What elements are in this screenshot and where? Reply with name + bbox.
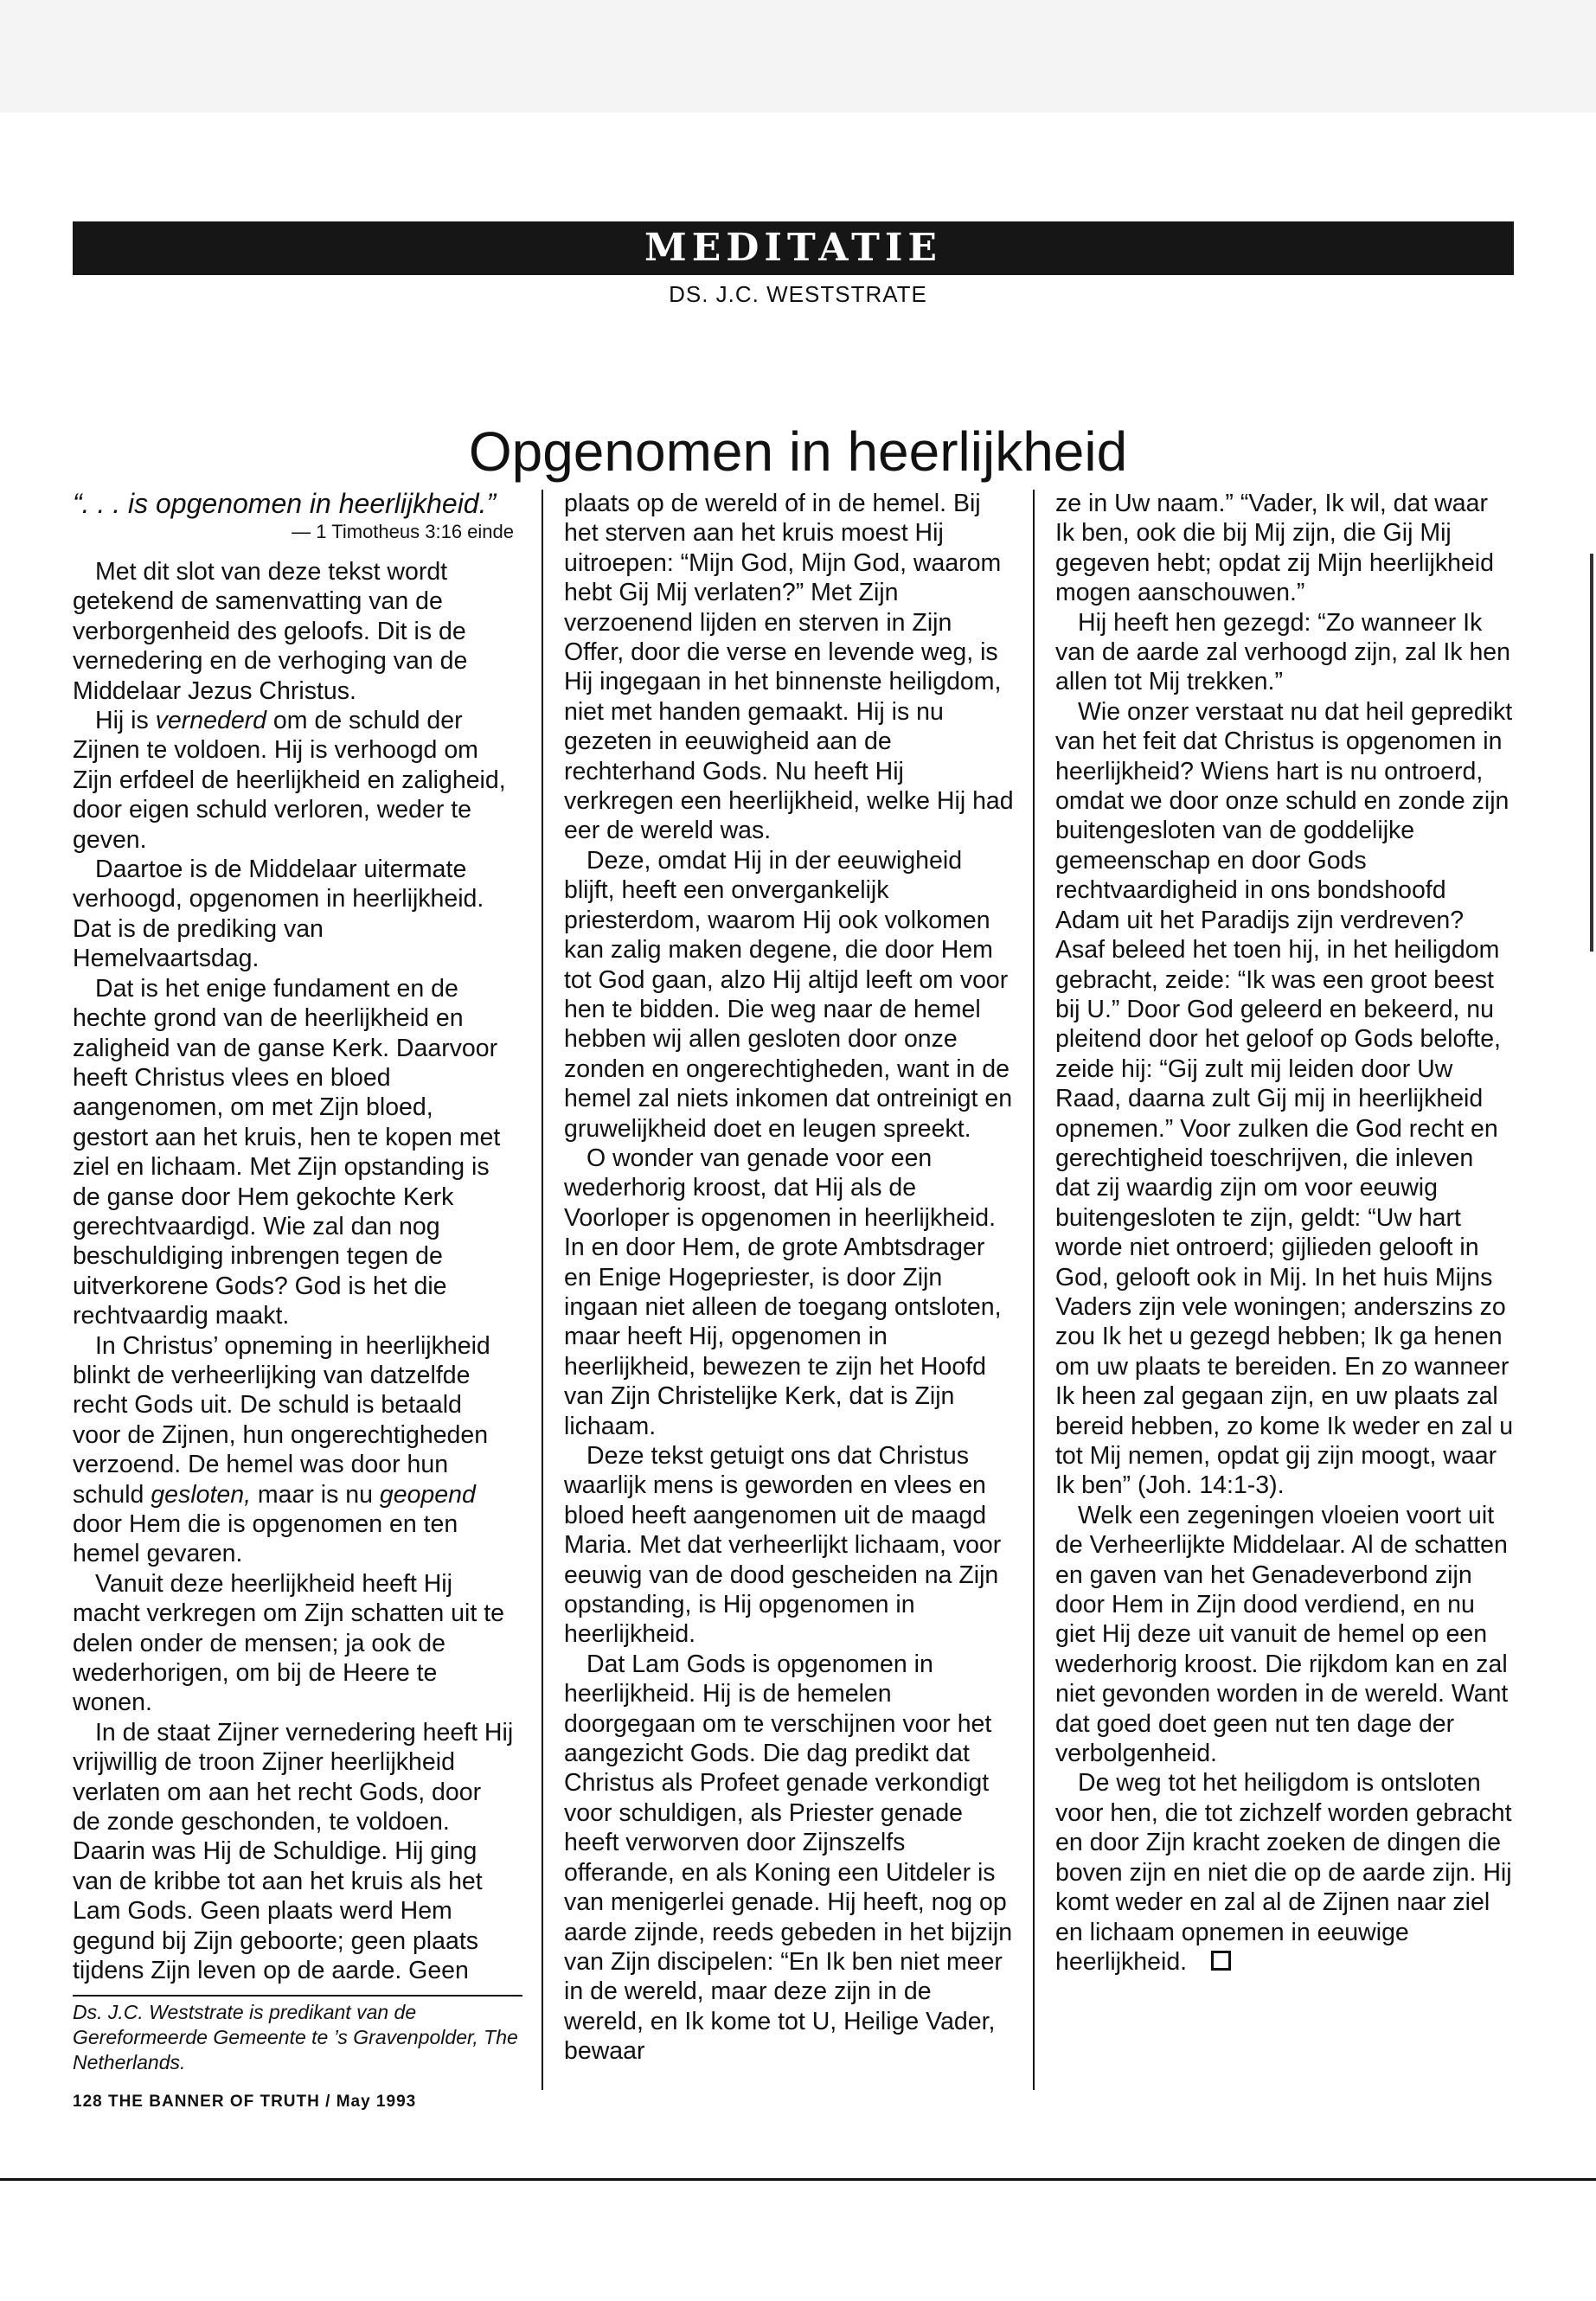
- author-line: DS. J.C. WESTSTRATE: [669, 281, 927, 307]
- article-title: Opgenomen in heerlijkheid: [468, 420, 1128, 483]
- paragraph: Met dit slot van deze tekst wordt getekend de samenvatting van de verborgenheid des geloofs. Dit is de vernedering en de verhoging van de Middelaar Jezus Christus.: [73, 558, 468, 705]
- paragraph: [73, 706, 514, 855]
- paragraph: Dat is het enige fundament en de hechte grond van de heerlijkheid en zaligheid van de ganse Kerk. Daarvoor heeft Christus vlees en bloed aangenomen, om met Zijn bloed, gestort aan het kruis, hen te kopen met ziel en lichaam. Met Zijn opstanding is de ganse door Hem gekochte Kerk gerechtvaardigd. Wie zal dan nog beschuldiging inbrengen tegen de uitverkorene Gods? God is het die rechtvaardig maakt.: [73, 974, 501, 1330]
- text-run: om de schuld der Zijnen te voldoen. Hij is verhoogd om Zijn erfdeel de heerlijkheid en zaligheid, door eigen schuld verloren, weder te geven.: [73, 707, 506, 854]
- paragraph-part: ze in Uw naam.” “Vader, Ik wil, dat waar Ik ben, ook die bij Mij zijn, die Gij Mij gegeven hebt; opdat zij Mijn heerlijkheid mogen aanschouwen.”: [1055, 490, 1494, 607]
- emphasis: vernederd: [155, 707, 267, 735]
- column-3: [1055, 489, 1514, 1977]
- paragraph: Hij heeft hen gezegd: “Zo wanneer Ik van de aarde zal verhoogd zijn, zal Ik hen allen tot Mij trekken.”: [1055, 608, 1510, 696]
- scan-edge-mark: [1590, 554, 1593, 952]
- paragraph: Wie onzer verstaat nu dat heil gepredikt van het feit dat Christus is opgenomen in heerlijkheid? Wiens hart is nu ontroerd, omdat we door onze schuld en zonde zijn buitengesloten van de goddelijke gemeenschap en door Gods rechtvaardigheid in ons bondshoofd Adam uit het Paradijs zijn verdreven? Asaf beleed het toen hij, in het heiligdom gebracht, zeide: “Ik was een groot beest bij U.” Door God geleerd en bekeerd, nu pleitend door het geloof op Gods belofte, zeide hij: “Gij zult mij leiden door Uw Raad, daarna zult Gij mij in heerlijkheid opnemen.” Voor zulken die God recht en gerechtigheid toeschrijven, die inleven dat zij waardig zijn om voor eeuwig buitengesloten te zijn, geldt: “Uw hart worde niet ontroerd; gijlieden gelooft in God, gelooft ook in Mij. In het huis Mijns Vaders zijn vele woningen; anderszins zo zou Ik het u gezegd hebben; Ik ga henen om uw plaats te bereiden. En zo wanneer Ik heen zal gegaan zijn, en uw plaats zal bereid hebben, zo kome Ik weder en zal u tot Mij nemen, opdat gij zijn moogt, waar Ik ben” (Joh. 14:1-3).: [1055, 697, 1514, 1500]
- column-1: [73, 488, 514, 1986]
- text-run: In Christus’ opneming in heerlijkheid blinkt de verheerlijking van datzelfde recht Gods uit. De schuld is betaald voor de Zijnen, hun ongerechtigheden verzoend. De hemel was door hun schuld: [73, 1331, 490, 1509]
- author-footnote: Ds. J.C. Weststrate is predikant van de Gereformeerde Gemeente te ’s Gravenpolder, The Netherlands.: [73, 2001, 518, 2073]
- text-run: maar is nu: [250, 1480, 380, 1509]
- emphasis: gesloten,: [151, 1480, 251, 1509]
- epigraph-source: — 1 Timotheus 3:16 einde: [292, 521, 514, 542]
- paragraph: O wonder van genade voor een wederhorig kroost, dat Hij als de Voorloper is opgenomen in heerlijkheid. In en door Hem, de grote Ambtsdrager en Enige Hogepriester, is door Zijn ingaan niet alleen de toegang ontsloten, maar heeft Hij, opgenomen in heerlijkheid, bewezen te zijn het Hoofd van Zijn Christelijke Kerk, dat is Zijn lichaam.: [564, 1144, 1002, 1440]
- paragraph: Deze tekst getuigt ons dat Christus waarlijk mens is geworden en vlees en bloed heeft aangenomen uit de maagd Maria. Met dat verheerlijkt lichaam, voor eeuwig van de dood gescheiden na Zijn opstanding, is Hij opgenomen in heerlijkheid.: [564, 1442, 1002, 1649]
- paragraph: Vanuit deze heerlijkheid heeft Hij macht verkregen om Zijn schatten uit te delen onder de mensen; ja ook de wederhorigen, om bij de Heere te wonen.: [73, 1569, 504, 1717]
- paragraph: Daartoe is de Middelaar uitermate verhoogd, opgenomen in heerlijkheid. Dat is de prediking van Hemelvaartsdag.: [73, 856, 484, 973]
- paragraph: Welk een zegeningen vloeien voort uit de Verheerlijkte Middelaar. Al de schatten en gaven van het Genadeverbond zijn door Hem in Zijn dood verdiend, en nu giet Hij deze uit vanuit de hemel op een wederhorig kroost. Die rijkdom kan en zal niet gevonden worden in de wereld. Want dat goed doet geen nut ten dage der verbolgenheid.: [1055, 1501, 1509, 1768]
- emphasis: geopend: [379, 1480, 476, 1509]
- footnote-rule: [73, 1995, 522, 1997]
- paragraph: [1055, 1768, 1514, 1977]
- text-run: Hij is: [95, 707, 156, 735]
- paragraph-part: plaats op de wereld of in de hemel. Bij het sterven aan het kruis moest Hij uitroepen: “Mijn God, Mijn God, waarom hebt Gij Mij verlaten?” Met Zijn verzoenend lijden en sterven in Zijn Offer, door die verse en levende weg, is Hij ingegaan in het binnenste heiligdom, niet met handen gemaakt. Hij is nu gezeten in eeuwigheid aan de rechterhand Gods. Nu heeft Hij verkregen een heerlijkheid, welke Hij had eer de wereld was.: [564, 490, 1014, 845]
- column-divider-2: [1033, 490, 1035, 2090]
- epigraph-quote: “. . . is opgenomen in heerlijkheid.”: [73, 488, 497, 519]
- paragraph-part: Dat Lam Gods is opgenomen in heerlijkheid. Hij is de hemelen doorgegaan om te verschijnen voor het aangezicht Gods. Die dag predikt dat Christus als Profeet genade verkondigt voor schuldigen, als Priester genade heeft verworven door Zijnszelfs offerande, en als Koning een Uitdeler is van menigerlei genade. Hij heeft, nog op aarde zijnde, reeds gebeden in het bijzijn van Zijn discipelen: “En Ik ben niet meer in de wereld, maar deze zijn in de wereld, en Ik kome tot U, Heilige Vader, bewaar: [564, 1650, 1013, 2066]
- paragraph: Deze, omdat Hij in der eeuwigheid blijft, heeft een onvergankelijk priesterdom, waarom Hij ook volkomen kan zalig maken degene, die door Hem tot God gaan, alzo Hij altijd leeft om voor hen te bidden. Die weg naar de hemel hebben wij allen gesloten door onze zonden en ongerechtigheden, want in de hemel zal niets inkomen dat ontreinigt en gruwelijkheid doet en leugen spreekt.: [564, 846, 1013, 1143]
- scan-top-band: [0, 0, 1596, 112]
- column-divider-1: [542, 490, 543, 2090]
- paragraph-part: In de staat Zijner vernedering heeft Hij vrijwillig de troon Zijner heerlijkheid verlaten om aan het recht Gods, door de zonde geschonden, te voldoen. Daarin was Hij de Schuldige. Hij ging van de kribbe tot aan het kruis als het Lam Gods. Geen plaats werd Hem gegund bij Zijn geboorte; geen plaats tijdens Zijn leven op de aarde. Geen: [73, 1718, 514, 1985]
- page-footer: 128 THE BANNER OF TRUTH / May 1993: [73, 2093, 417, 2111]
- page-bottom-rule: [0, 2178, 1596, 2181]
- text-run: De weg tot het heiligdom is ontsloten voor hen, die tot zichzelf worden gebracht en door Zijn kracht zoeken de dingen die boven zijn en niet die op de aarde zijn. Hij komt weder en zal al de Zijnen naar ziel en lichaam opnemen in eeuwige heerlijkheid.: [1055, 1769, 1512, 1976]
- text-run: door Hem die is opgenomen en ten hemel gevaren.: [73, 1510, 458, 1568]
- end-mark-icon: [1211, 1951, 1231, 1971]
- paragraph: [73, 1331, 514, 1569]
- section-banner: MEDITATIE: [73, 221, 1514, 275]
- column-2: [564, 489, 1014, 2067]
